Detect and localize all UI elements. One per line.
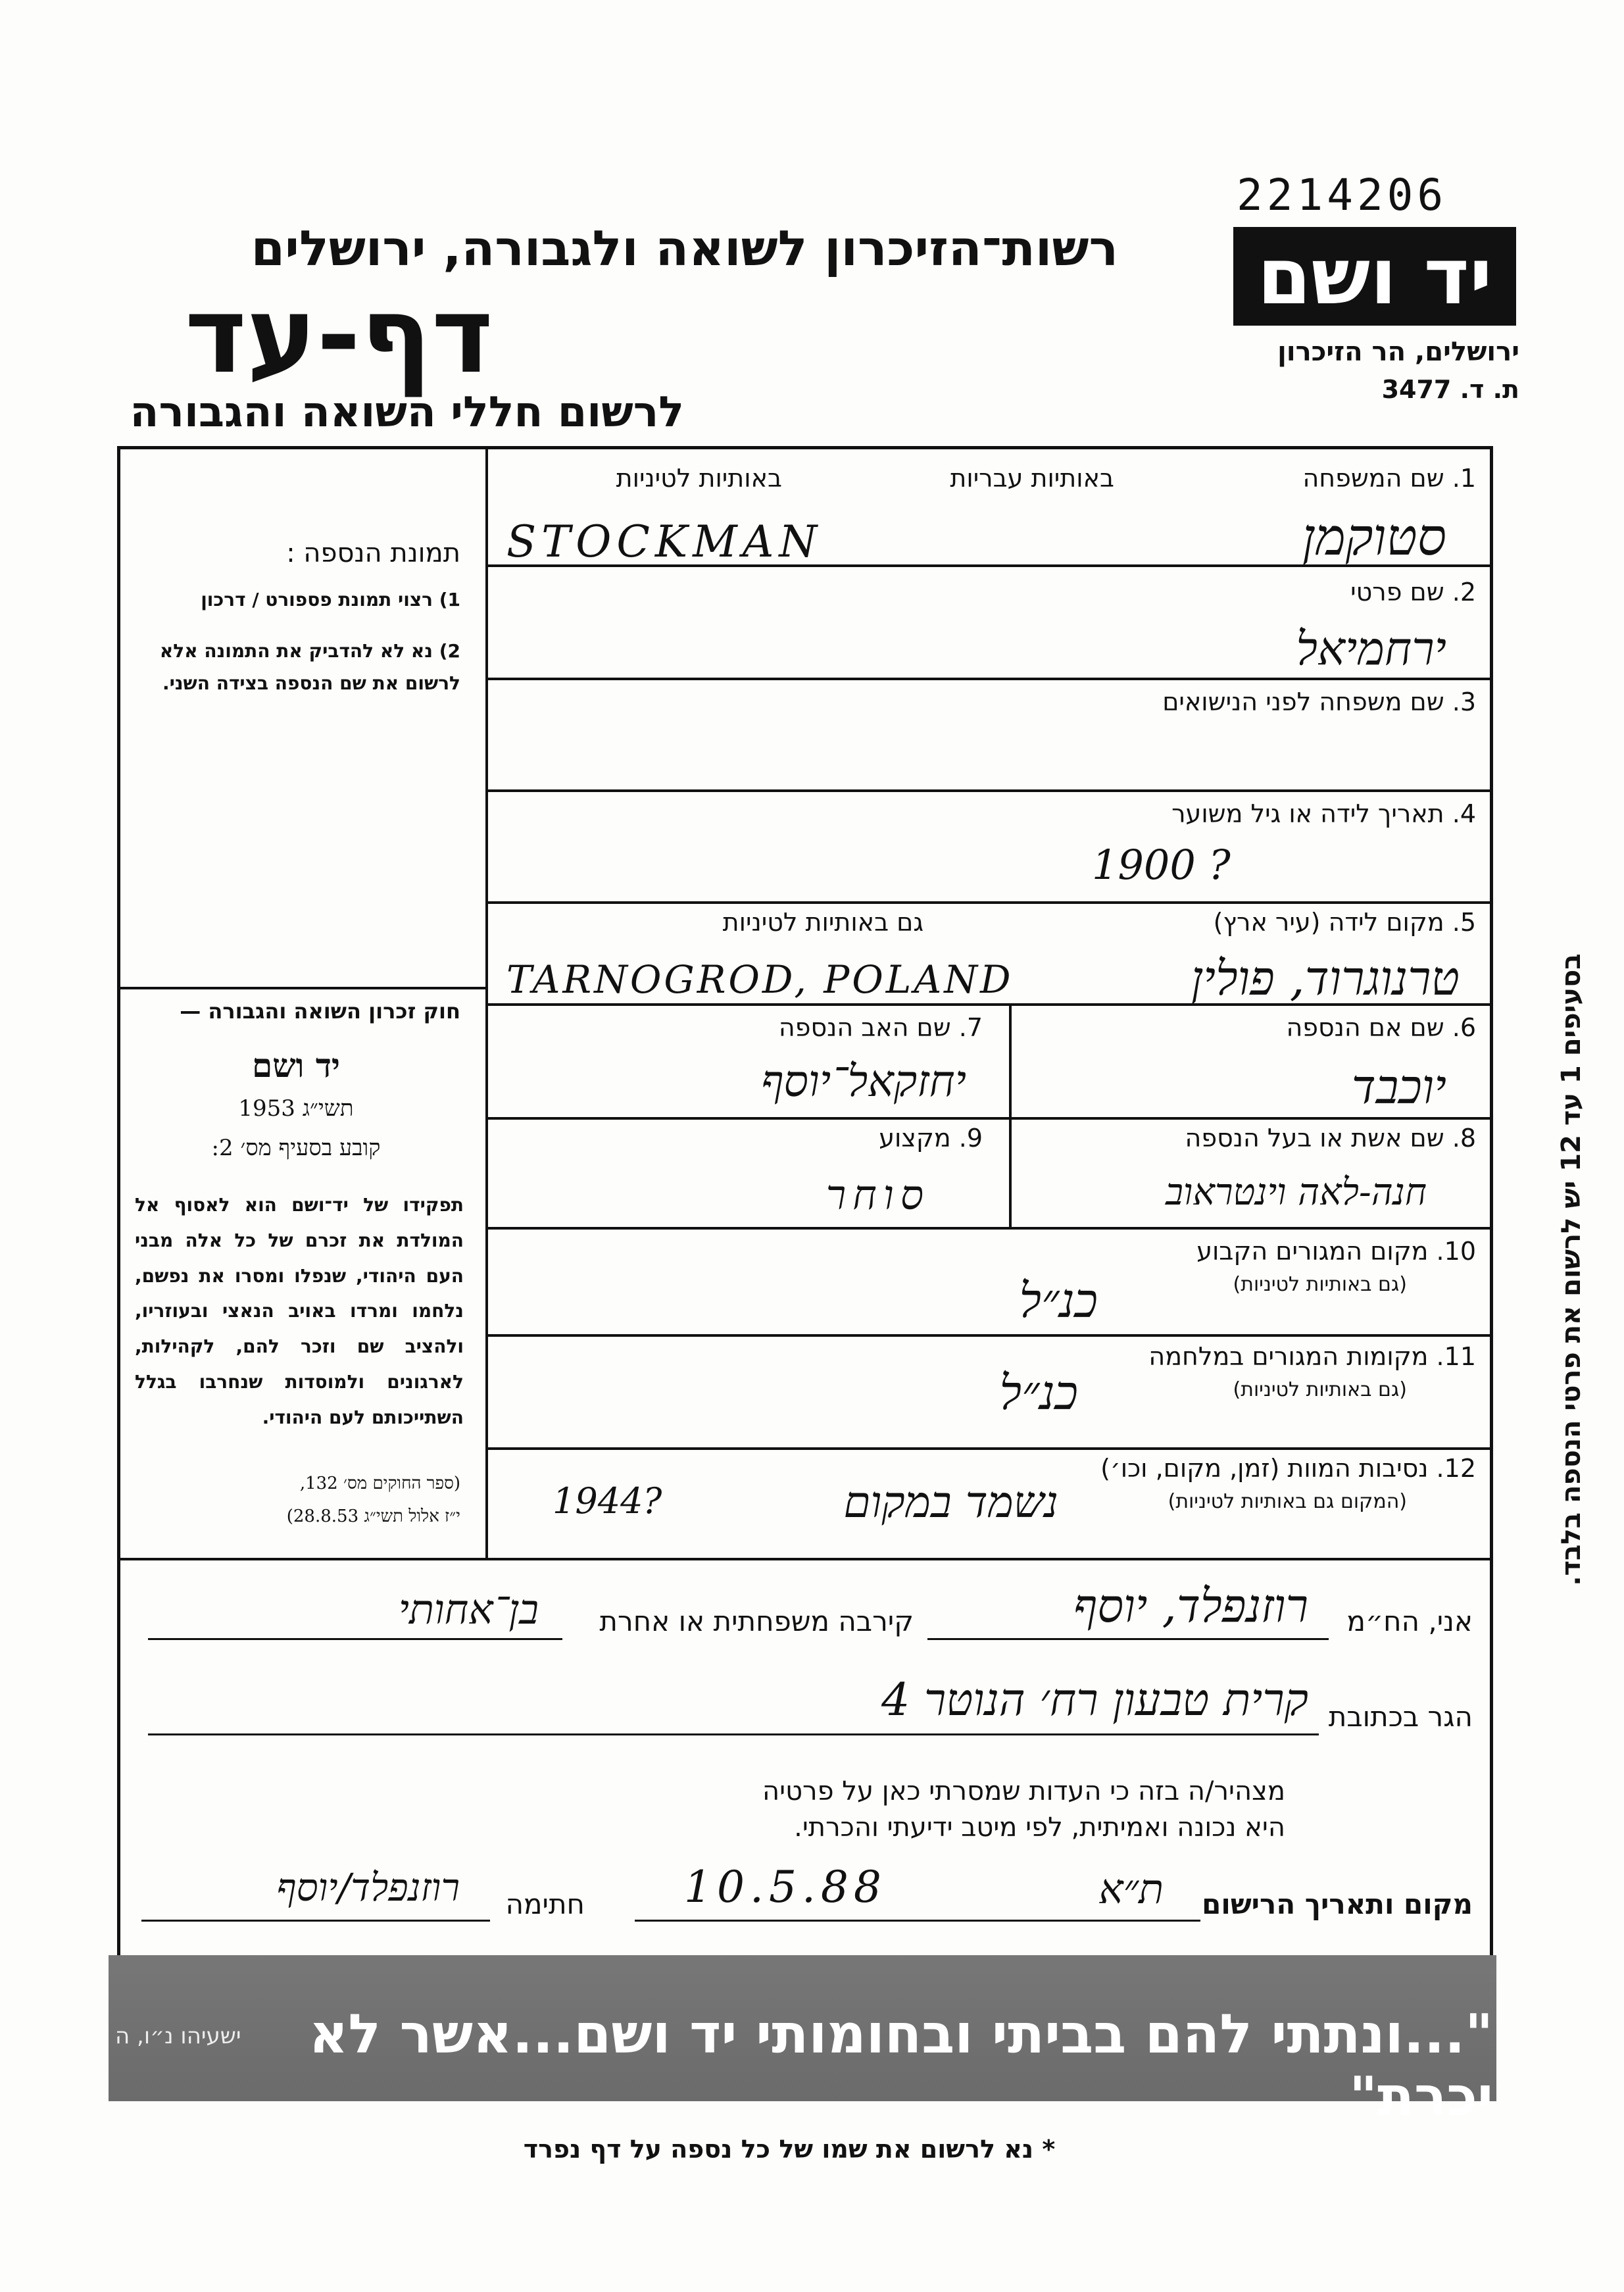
field-9-label: 9. מקצוע	[879, 1124, 983, 1153]
father-name: יחזקאל־יוסף	[761, 1056, 966, 1107]
signature-label: חתימה	[505, 1888, 585, 1920]
po-box: ת. ד. 3477	[1381, 375, 1519, 404]
row-line	[487, 901, 1493, 904]
law-reference-2: י״ז אלול תשי״ג 28.8.53)	[286, 1507, 460, 1526]
left-column-divider	[118, 987, 487, 989]
death-circumstances: נשמד במקום	[843, 1477, 1058, 1528]
field-3-label: 3. שם משפחה לפני הנישואים	[1162, 687, 1476, 716]
signature: רוזנפלד/יוסף	[276, 1865, 460, 1910]
field-7-label: 7. שם האב הנספה	[778, 1013, 983, 1042]
row-line	[487, 789, 1493, 792]
place-date-label: מקום ותאריך הרישום	[1202, 1888, 1473, 1920]
field-5-latin-label: גם באותיות לטיניות	[722, 908, 923, 937]
relation-label: קירבה משפחתית או אחרת	[599, 1605, 914, 1637]
declarant-label: אני, הח״מ	[1346, 1605, 1473, 1637]
yad-vashem-logo: יד ושם	[1233, 227, 1516, 326]
page-subtitle: לרשום חללי השואה והגבורה	[130, 388, 684, 437]
first-name: ירחמיאל	[1296, 622, 1446, 676]
photo-note-2: 2) נא לא להדביק את התמונה אלא לרשום את שם הנספה בצידה השני.	[159, 640, 460, 694]
birthplace-hebrew: טרנוגרוד, פולין	[1191, 951, 1460, 1006]
mother-name: יוכבד	[1351, 1059, 1446, 1114]
law-text: תפקידו של יד־ושם הוא לאסוף אל המולדת את זכרם של כל אלה מבני העם היהודי, שנפלו ומסרו את נפשם, נלחמו ומרדו באויב הנאצי ובעוזריו, ולהציב שם וזכר להם, לקהילות, לארגונים ולמוסדות שנחרבו בגלל השתייכותם לעם היהודי.	[135, 1194, 464, 1428]
column-divider	[485, 447, 488, 1558]
birthplace-latin: TARNOGROD, POLAND	[506, 957, 1014, 1002]
field-8-label: 8. שם אשת או בעל הנספה	[1185, 1124, 1476, 1153]
authority-name: רשות־הזיכרון לשואה ולגבורה, ירושלים	[251, 220, 1118, 277]
profession: סוחר	[825, 1171, 930, 1219]
address-label: הגר בכתובת	[1328, 1701, 1473, 1733]
death-year: 1944?	[553, 1480, 662, 1522]
law-year: תשי״ג 1953	[238, 1095, 354, 1122]
statement-line-2: היא נכונה ואמיתית, לפי מיטב ידיעתי והכרתי.	[794, 1812, 1285, 1843]
surname-hebrew: סטוקמן	[1302, 508, 1446, 567]
footer-note: * נא לרשום את שמו של כל נספה על דף נפרד	[523, 2135, 1056, 2164]
photo-title: תמונת הנספה :	[286, 538, 460, 568]
relation: בן־אחותי	[398, 1585, 539, 1633]
row-line	[487, 678, 1493, 680]
declarant-name: רוזנפלד, יוסף	[1073, 1579, 1308, 1633]
banner-quote: "...ונתתי להם בביתי ובחומותי יד ושם...אשר לא יכרת"	[308, 2003, 1493, 2128]
field-12-label: 12. נסיבות המוות (זמן, מקום, וכו׳)	[1100, 1454, 1476, 1483]
side-note-text: בסעיפים 1 עד 12 יש לרשום את פרטי הנספה בלבד.	[1556, 953, 1587, 1586]
row-line	[487, 1227, 1493, 1230]
place-date-line	[635, 1920, 1200, 1922]
page-title: דף-עד	[184, 274, 493, 397]
law-name: יד ושם	[252, 1046, 340, 1085]
row-line	[487, 1334, 1493, 1337]
field-1-label: 1. שם המשפחה	[1302, 464, 1476, 493]
field-6-label: 6. שם אם הנספה	[1286, 1013, 1476, 1042]
row-line	[487, 1447, 1493, 1450]
wartime-residence: כנ״ל	[999, 1365, 1078, 1420]
field-12-sublabel: (המקום גם באותיות לטיניות)	[1168, 1490, 1407, 1513]
birth-date: 1900 ?	[1092, 841, 1231, 889]
field-11-label: 11. מקומות המגורים במלחמה	[1148, 1342, 1476, 1371]
law-reference-1: (ספר החוקים מס׳ 132,	[299, 1474, 460, 1493]
banner-source: ישעיהו נ״ו, ה	[115, 2023, 241, 2049]
field-5-label: 5. מקום לידה (עיר ארץ)	[1213, 908, 1476, 937]
statement-line-1: מצהיר/ה בזה כי העדות שמסרתי כאן על פרטיה	[762, 1776, 1285, 1806]
field-2-label: 2. שם פרטי	[1350, 578, 1476, 607]
column-latin-label: באותיות לטיניות	[616, 464, 782, 493]
field-10-label: 10. מקום המגורים הקבוע	[1196, 1237, 1476, 1266]
form-number: 2214206	[1237, 170, 1448, 220]
relation-line	[148, 1638, 562, 1640]
side-note	[1526, 776, 1587, 1763]
registration-date: 10.5.88	[684, 1862, 887, 1912]
row-line	[118, 1558, 1493, 1560]
permanent-residence: כנ״ל	[1019, 1273, 1098, 1328]
field-4-label: 4. תאריך לידה או גיל משוער	[1171, 799, 1476, 828]
signature-line	[141, 1920, 490, 1922]
field-10-sublabel: (גם באותיות לטיניות)	[1233, 1273, 1407, 1296]
row-line	[487, 1117, 1493, 1120]
law-section: קובע בסעיף מס׳ 2:	[211, 1135, 381, 1161]
photo-note-1: 1) רצוי תמונת פספורט / דרכון	[201, 589, 460, 610]
registration-place: ת״א	[1098, 1865, 1164, 1913]
declarant-line	[927, 1638, 1329, 1640]
surname-latin: STOCKMAN	[506, 516, 823, 567]
column-hebrew-label: באותיות עבריות	[950, 464, 1114, 493]
logo-location: ירושלים, הר הזיכרון	[1277, 337, 1519, 367]
spouse-name: חנה-לאה וינטראוב	[1166, 1171, 1427, 1214]
field-11-sublabel: (גם באותיות לטיניות)	[1233, 1378, 1407, 1401]
law-heading: חוק זכרון השואה והגבורה —	[180, 999, 460, 1024]
address: קרית טבעון רח׳ הנוטר 4	[881, 1674, 1308, 1726]
split-divider	[1009, 1003, 1012, 1227]
address-line	[148, 1733, 1319, 1735]
